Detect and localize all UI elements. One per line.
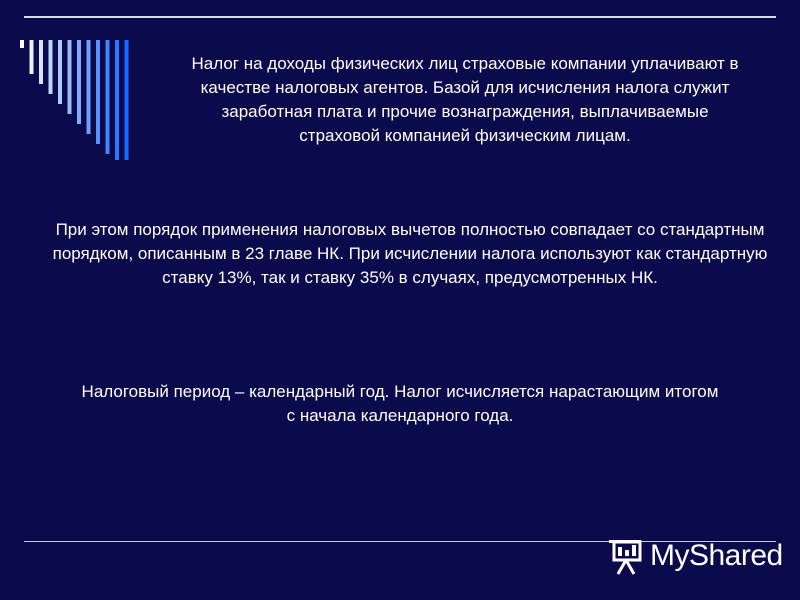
decorative-bar [96, 40, 100, 144]
decorative-bar [49, 40, 53, 94]
decorative-bar [77, 40, 81, 124]
decorative-bar [115, 40, 119, 160]
decorative-bar [58, 40, 62, 104]
decorative-bar [106, 40, 110, 154]
decorative-bar [39, 40, 43, 84]
decorative-bar [125, 40, 129, 160]
decorative-bar [68, 40, 72, 114]
presentation-board-icon [606, 534, 646, 580]
logo-text: MyShared [650, 539, 783, 572]
decorative-bar [87, 40, 91, 134]
decorative-bars [0, 0, 140, 160]
paragraph-tax-deductions: При этом порядок применения налоговых вычетов полностью совпадает со стандартным порядком, описанным в 23 главе НК. При исчислении налога используют как стандартную ставку 13%, так и ставку 35% в случаях, предусмотренных НК. [52, 220, 768, 287]
paragraph-tax-agents: Налог на доходы физических лиц страховые компании уплачивают в качестве налоговых агентов. Базой для исчисления налога служит заработная плата и прочие вознаграждения, выплачиваемые страховой компанией физическим лицам. [191, 54, 739, 145]
decorative-bar [30, 40, 34, 74]
decorative-bar [20, 40, 24, 48]
paragraph-tax-period: Налоговый период – календарный год. Налог исчисляется нарастающим итогом с начала календарного года. [81, 382, 719, 425]
myshared-logo [606, 534, 786, 580]
